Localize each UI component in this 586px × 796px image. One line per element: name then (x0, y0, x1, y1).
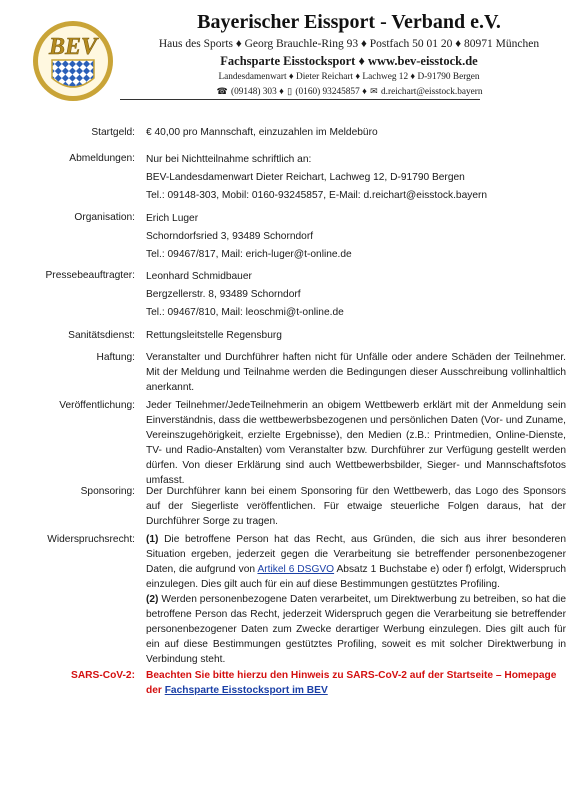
presse-line: Tel.: 09467/810, Mail: leoschmi@t-online.de (146, 307, 344, 318)
paragraph-text: Werden personenbezogene Daten verarbeitet, um Direktwerbung zu betreiben, so hat die betroffene Person das Recht, jederzeit Widerspruch gegen die Verarbeitung sie betreffender personenbezogener Daten zum Zwecke derartiger Werbung einzulegen. Dies gilt auch für ein auf diese Bestimmungen gestütztes Profiling, soweit es mit solcher Direktwerbung in Verbindung steht. (146, 594, 566, 665)
fachsparte-link[interactable]: Fachsparte Eisstocksport im BEV (164, 685, 328, 696)
presse-line: Bergzellerstr. 8, 93489 Schorndorf (146, 289, 301, 300)
separator: ♦ (362, 87, 367, 97)
mobile-icon: ▯ (287, 86, 293, 96)
paragraph-text: Absatz 1 Buchstabe e) oder f) erfolgt, Widerspruch einzulegen. Dies gilt auch für ein auf diese Bestimmungen gestütztes Profiling. (146, 564, 567, 590)
value-widerspruch (146, 532, 566, 667)
label-startgeld: Startgeld: (91, 127, 135, 138)
label-sponsoring: Sponsoring: (80, 486, 135, 497)
abmeldungen-line: Tel.: 09148-303, Mobil: 0160-93245857, E-Mail: d.reichart@eisstock.bayern (146, 190, 488, 201)
widerspruch-paragraph-2 (146, 592, 566, 667)
value-startgeld: € 40,00 pro Mannschaft, einzuzahlen im Meldebüro (146, 127, 378, 138)
organization-title: Bayerischer Eissport - Verband e.V. (197, 11, 501, 33)
widerspruch-paragraph-1 (146, 532, 566, 592)
label-sanitaet: Sanitätsdienst: (68, 330, 135, 341)
paragraph-text: Die betroffene Person hat das Recht, aus Gründen, die sich aus ihrer besonderen Situation ergeben, jederzeit gegen die Verarbeitung sie betreffender personenbezogener Daten, die aufgrund von (146, 534, 566, 575)
paragraph-number: (2) (146, 594, 159, 605)
organisation-line: Tel.: 09467/817, Mail: erich-luger@t-online.de (146, 249, 352, 260)
contact-line (118, 84, 580, 99)
abmeldungen-line: Nur bei Nichtteilnahme schriftlich an: (146, 154, 312, 165)
contact-email[interactable]: d.reichart@eisstock.bayern (381, 87, 483, 97)
label-organisation: Organisation: (74, 212, 135, 223)
value-sanitaet: Rettungsleitstelle Regensburg (146, 330, 282, 341)
department-subtitle: Fachsparte Eisstocksport ♦ www.bev-eisstock.de (220, 54, 478, 68)
value-haftung: Veranstalter und Durchführer haften nicht für Unfälle oder andere Schäden der Teilnehmer. Mit der Meldung und Teilnahme werden die Bedingungen dieser Ausschreibung vollinhaltlich anerkannt. (146, 352, 566, 393)
organisation-line: Erich Luger (146, 213, 199, 224)
phone-icon: ☎ (216, 86, 228, 96)
paragraph-number: (1) (146, 534, 159, 545)
header-divider (120, 99, 480, 100)
sars-text: Beachten Sie bitte hierzu den Hinweis zu SARS-CoV-2 auf der Startseite – Homepage der (146, 670, 557, 696)
separator: ♦ (279, 87, 284, 97)
bev-logo (30, 18, 116, 104)
organisation-line: Schorndorfsried 3, 93489 Schorndorf (146, 231, 314, 242)
mail-icon: ✉ (370, 86, 378, 96)
label-veroeffentlichung: Veröffentlichung: (59, 400, 135, 411)
label-sars: SARS-CoV-2: (71, 670, 135, 681)
officer-line: Landesdamenwart ♦ Dieter Reichart ♦ Lachweg 12 ♦ D-91790 Bergen (218, 72, 480, 82)
label-widerspruch: Widerspruchsrecht: (47, 534, 135, 545)
value-sars (146, 668, 566, 698)
abmeldungen-line: BEV-Landesdamenwart Dieter Reichart, Lachweg 12, D-91790 Bergen (146, 172, 465, 183)
value-veroeffentlichung: Jeder Teilnehmer/JedeTeilnehmerin an obigem Wettbewerb erklärt mit der Anmeldung sein Einverständnis, dass die wettbewerbsbezogenen und persönlichen Daten (Vor- und Zuname, Vereinszugehörigkeit, erzielte Ergebnisse), den Medien (z.B.: Printmedien, Online-Dienste, TV- und Radio-Anstalten) vom Veranstalter bzw. Durchführer zur Verfügung gestellt werden dürfen. Von dieser Erklärung sind auch Wettbewerbsbilder, Sieger- und Mannschaftsfotos umfasst. (146, 400, 566, 486)
letterhead (118, 10, 580, 99)
dsgvo-link[interactable]: Artikel 6 DSGVO (257, 564, 335, 575)
label-presse: Pressebeauftragter: (45, 270, 135, 281)
contact-phone: (09148) 303 (231, 87, 277, 97)
label-abmeldungen: Abmeldungen: (69, 153, 135, 164)
organization-address: Haus des Sports ♦ Georg Brauchle-Ring 93 ♦ Postfach 50 01 20 ♦ 80971 München (158, 38, 540, 50)
contact-mobile: (0160) 93245857 (295, 87, 360, 97)
label-haftung: Haftung: (96, 352, 135, 363)
value-sponsoring: Der Durchführer kann bei einem Sponsoring für den Wettbewerb, das Logo des Sponsors auf der Siegerliste veröffentlichen. Für etwaige steuerliche Folgen daraus, hat der Durchführer Sorge zu tragen. (146, 486, 566, 527)
presse-line: Leonhard Schmidbauer (146, 271, 252, 282)
logo-text: BEV (48, 34, 98, 60)
